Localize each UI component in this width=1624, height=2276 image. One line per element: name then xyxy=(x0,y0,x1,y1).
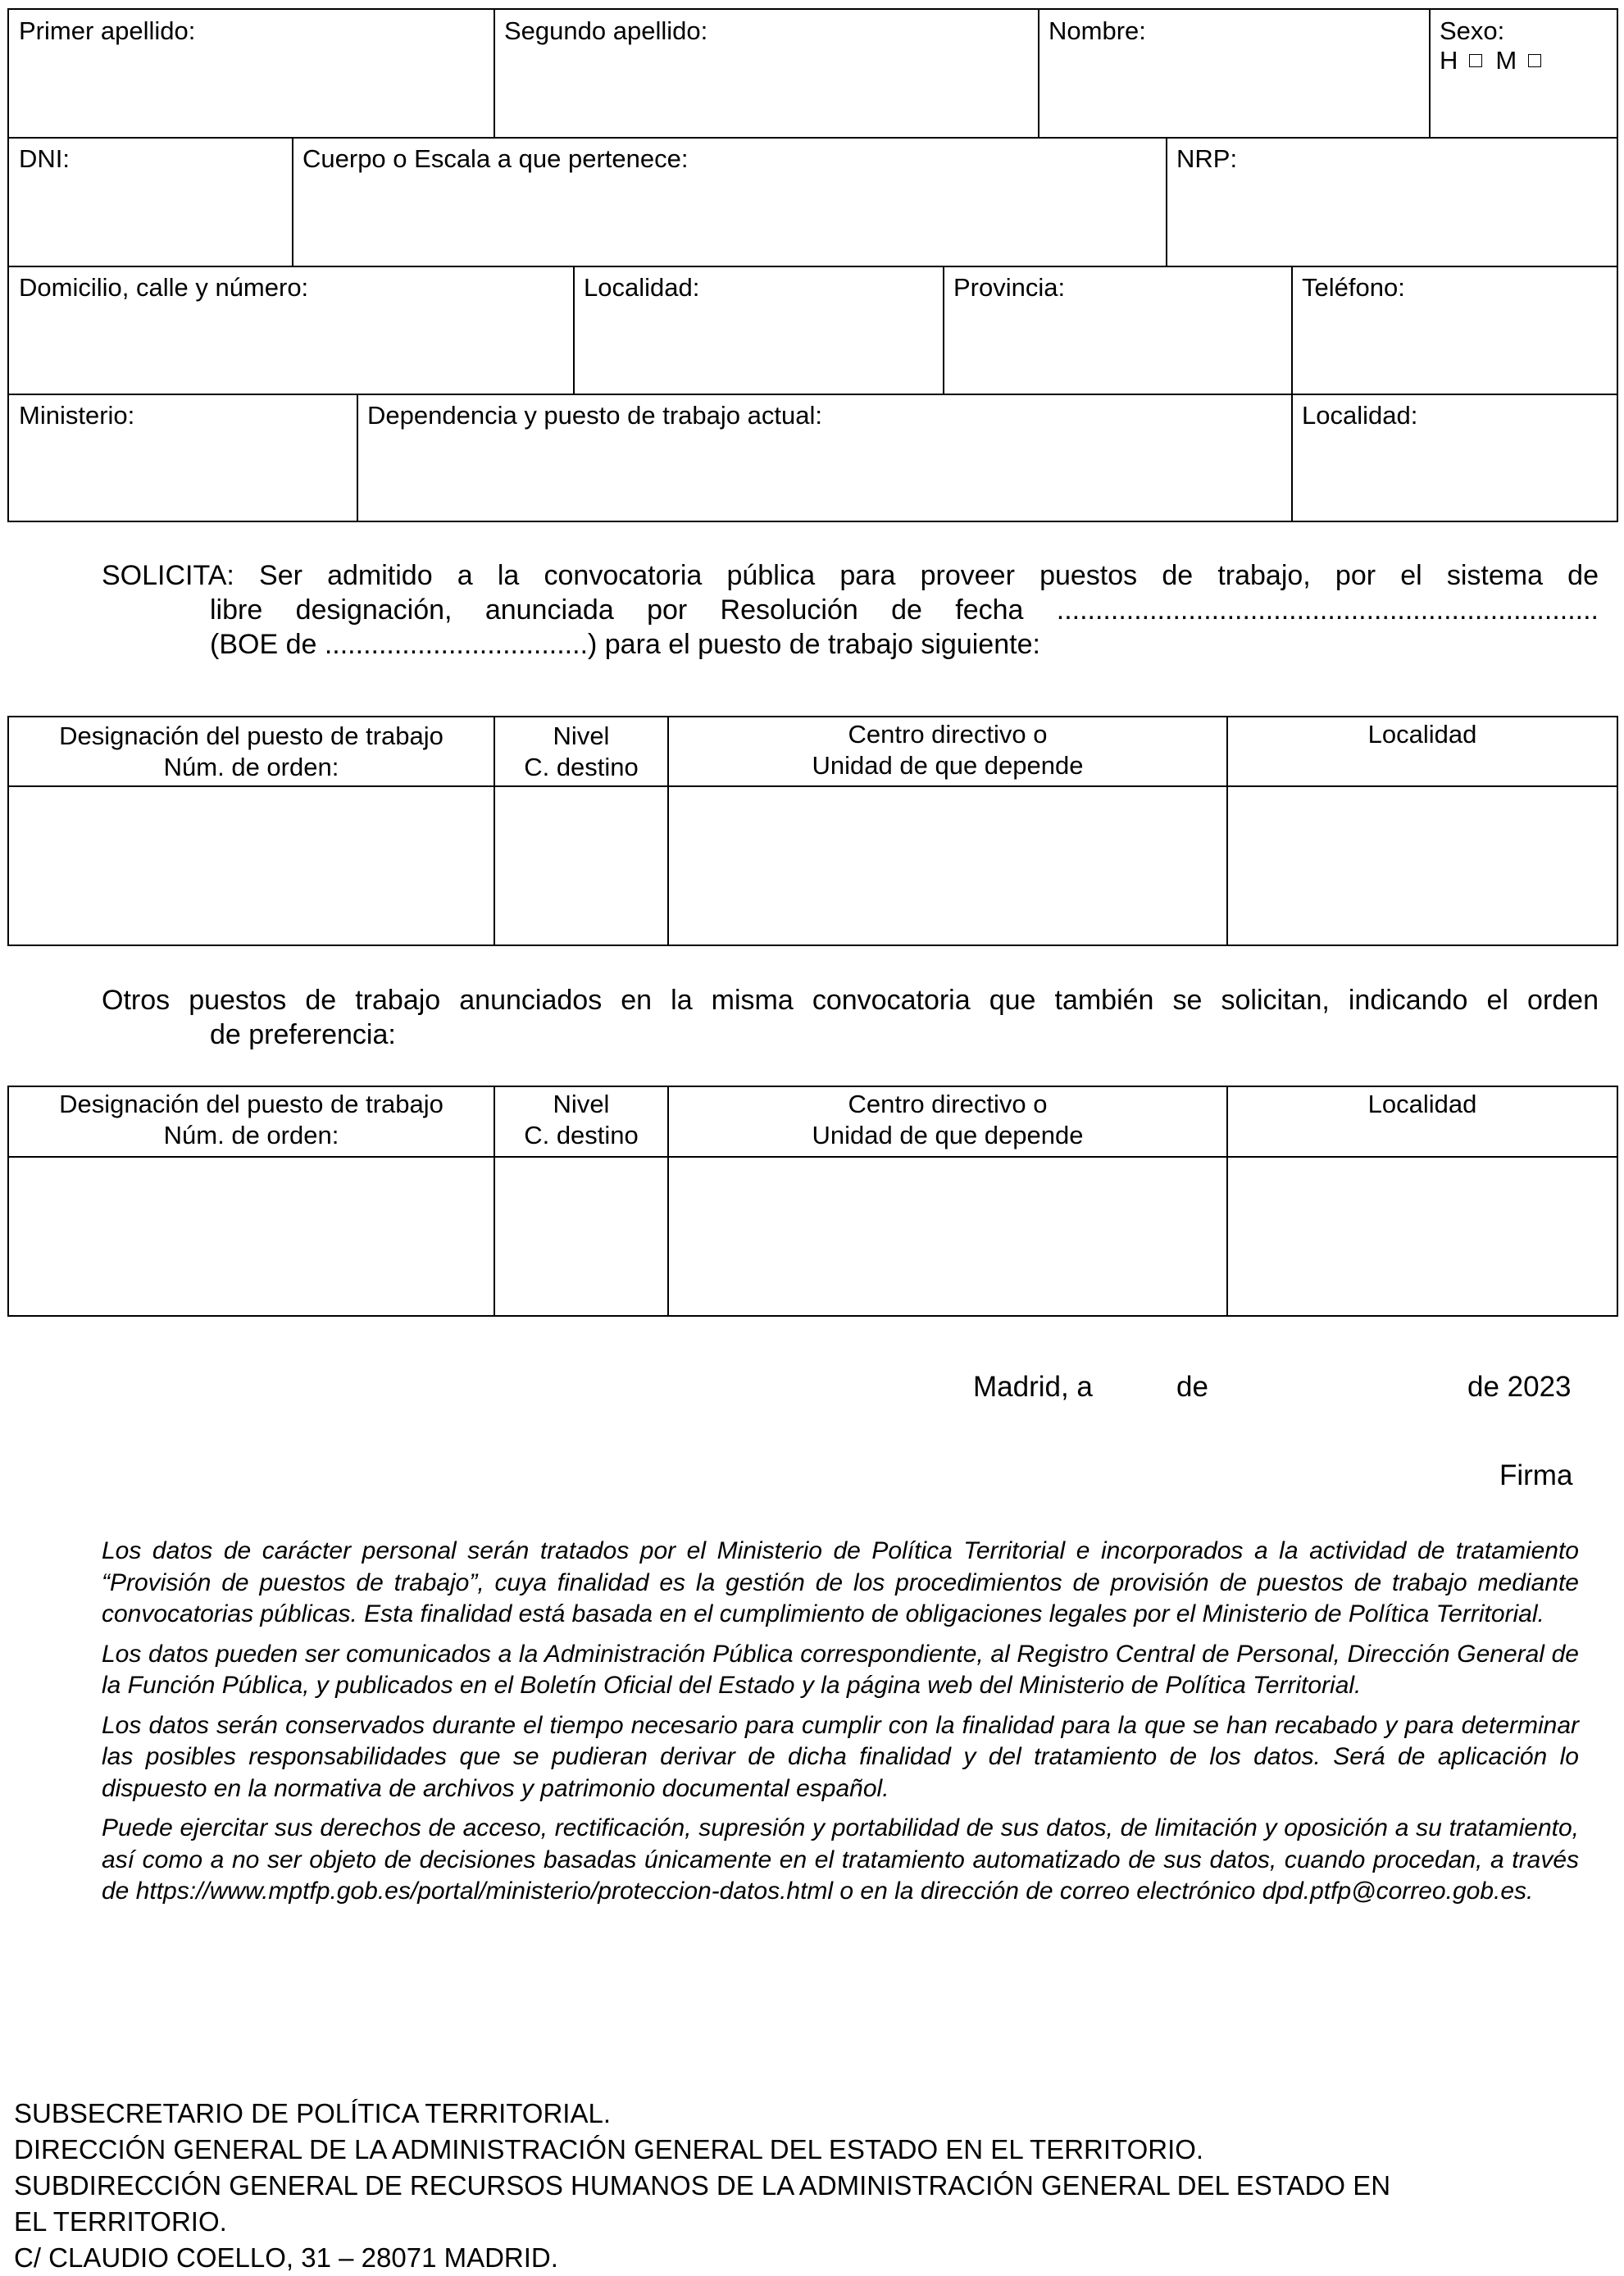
privacy-paragraph-2: Los datos pueden ser comunicados a la Administración Pública correspondiente, al Registro Central de Personal, Dirección General de la Función Pública, y publicados en el Boletín Oficial del Estado y la página web del Ministerio de Política Territorial. xyxy=(102,1640,1579,1699)
primer-apellido-label: Primer apellido: xyxy=(19,16,196,45)
otros-col-centro xyxy=(669,1089,1226,1151)
sexo-h-checkbox[interactable] xyxy=(1469,54,1482,67)
dependencia-label: Dependencia y puesto de trabajo actual: xyxy=(367,401,822,430)
sexo-options xyxy=(1440,46,1554,75)
address-line-4: EL TERRITORIO. xyxy=(14,2206,227,2237)
puesto-col-nivel-line2: C. destino xyxy=(524,753,639,781)
domicilio-cell[interactable] xyxy=(9,266,573,394)
puesto-designacion-input[interactable] xyxy=(9,787,494,945)
puesto-localidad-input[interactable] xyxy=(1228,787,1617,945)
puesto-nivel-input[interactable] xyxy=(495,787,667,945)
telefono-label: Teléfono: xyxy=(1302,273,1405,302)
privacy-paragraph-3: Los datos serán conservados durante el tiempo necesario para cumplir con la finalidad para la que se han recabado y para determinar las posibles responsabilidades que se pudieran derivar de dicha finalidad y del tratamiento de los datos. Será de aplicación lo dispuesto en la normativa de archivos y patrimonio documental español. xyxy=(102,1711,1579,1802)
privacy-paragraph-1: Los datos de carácter personal serán tratados por el Ministerio de Política Territorial e incorporados a la actividad de tratamiento “Provisión de puestos de trabajo”, cuya finalidad es la gestión de los procedimientos de provisión de puestos de trabajo mediante convocatorias públicas. Esta finalidad está basada en el cumplimiento de obligaciones legales por el Ministerio de Política Territorial. xyxy=(102,1537,1579,1627)
otros-col-nivel-line2: C. destino xyxy=(524,1121,639,1149)
otros-col-designacion-line1: Designación del puesto de trabajo xyxy=(59,1090,444,1118)
puesto-col-centro-line2: Unidad de que depende xyxy=(812,751,1084,780)
otros-col-localidad-line1: Localidad xyxy=(1367,1090,1477,1118)
nombre-cell[interactable] xyxy=(1039,10,1430,137)
puesto-col-localidad xyxy=(1228,719,1617,750)
provincia-cell[interactable] xyxy=(944,266,1291,394)
telefono-cell[interactable] xyxy=(1292,266,1617,394)
otros-nivel-input[interactable] xyxy=(495,1158,667,1315)
address-line-2: DIRECCIÓN GENERAL DE LA ADMINISTRACIÓN GENERAL DEL ESTADO EN EL TERRITORIO. xyxy=(14,2134,1204,2164)
nrp-cell[interactable] xyxy=(1167,138,1617,266)
fecha-madrid: Madrid, a xyxy=(973,1371,1093,1403)
sexo-m-label: M xyxy=(1495,46,1517,75)
otros-line-2: de preferencia: xyxy=(210,1019,396,1050)
provincia-label: Provincia: xyxy=(953,273,1066,302)
puesto-col-localidad-line1: Localidad xyxy=(1367,720,1477,749)
otros-col-nivel xyxy=(495,1089,667,1151)
solicita-line-3: (BOE de ..................................) para el puesto de trabajo siguiente: xyxy=(210,629,1040,660)
localidad-label: Localidad: xyxy=(584,273,700,302)
sexo-cell xyxy=(1430,10,1617,137)
solicita-paragraph xyxy=(102,558,1599,662)
otros-col-centro-line2: Unidad de que depende xyxy=(812,1121,1084,1149)
otros-designacion-input[interactable] xyxy=(9,1158,494,1315)
otros-col-localidad xyxy=(1228,1089,1617,1120)
address-line-1: SUBSECRETARIO DE POLÍTICA TERRITORIAL. xyxy=(14,2098,611,2128)
puesto-col-centro-line1: Centro directivo o xyxy=(848,720,1048,749)
sexo-label: Sexo: xyxy=(1440,16,1505,45)
otros-col-designacion-line2: Núm. de orden: xyxy=(163,1121,339,1149)
otros-col-designacion xyxy=(9,1089,494,1151)
cuerpo-cell[interactable] xyxy=(293,138,1166,266)
ministerio-cell[interactable] xyxy=(9,394,357,521)
nrp-label: NRP: xyxy=(1176,144,1238,173)
sexo-h-label: H xyxy=(1440,46,1458,75)
address-block xyxy=(14,2096,1390,2276)
personal-data-table xyxy=(7,8,1618,522)
sexo-m-checkbox[interactable] xyxy=(1528,54,1541,67)
localidad-actual-cell[interactable] xyxy=(1292,394,1617,521)
localidad-cell[interactable] xyxy=(574,266,944,394)
primer-apellido-cell[interactable] xyxy=(9,10,494,137)
otros-line-1: Otros puestos de trabajo anunciados en la misma convocatoria que también se solicitan, indicando el orden xyxy=(102,985,1599,1016)
otros-col-nivel-line1: Nivel xyxy=(553,1090,610,1118)
ministerio-label: Ministerio: xyxy=(19,401,135,430)
fecha-de: de xyxy=(1176,1371,1208,1403)
otros-table xyxy=(7,1086,1618,1317)
puesto-col-centro xyxy=(669,719,1226,781)
puesto-col-nivel xyxy=(495,721,667,783)
puesto-col-designacion-line1: Designación del puesto de trabajo xyxy=(59,721,444,750)
firma-label: Firma xyxy=(1499,1459,1573,1491)
puesto-col-designacion-line2: Núm. de orden: xyxy=(163,753,339,781)
puesto-col-designacion xyxy=(9,721,494,783)
puesto-col-nivel-line1: Nivel xyxy=(553,721,610,750)
segundo-apellido-cell[interactable] xyxy=(494,10,1039,137)
privacy-paragraph-4: Puede ejercitar sus derechos de acceso, rectificación, supresión y portabilidad de sus datos, de limitación y oposición a su tratamiento, así como a no ser objeto de decisiones basadas únicamente en el tratamiento automatizado de sus datos, cuando procedan, a través de https://www.mptfp.gob.es/portal/ministerio/proteccion-datos.html o en la dirección de correo electrónico dpd.ptfp@correo.gob.es. xyxy=(102,1814,1579,1905)
fecha-year: de 2023 xyxy=(1467,1371,1572,1403)
privacy-notice xyxy=(102,1536,1579,1916)
dependencia-cell[interactable] xyxy=(357,394,1292,521)
otros-centro-input[interactable] xyxy=(669,1158,1226,1315)
puesto-centro-input[interactable] xyxy=(669,787,1226,945)
dni-cell[interactable] xyxy=(9,138,292,266)
domicilio-label: Domicilio, calle y número: xyxy=(19,273,309,302)
segundo-apellido-label: Segundo apellido: xyxy=(504,16,708,45)
localidad-actual-label: Localidad: xyxy=(1302,401,1418,430)
address-line-5: C/ CLAUDIO COELLO, 31 – 28071 MADRID. xyxy=(14,2242,558,2273)
puesto-table xyxy=(7,716,1618,946)
solicita-line-2: libre designación, anunciada por Resolución de fecha ...................................................................... xyxy=(210,594,1599,626)
cuerpo-label: Cuerpo o Escala a que pertenece: xyxy=(303,144,689,173)
otros-localidad-input[interactable] xyxy=(1228,1158,1617,1315)
otros-col-centro-line1: Centro directivo o xyxy=(848,1090,1048,1118)
nombre-label: Nombre: xyxy=(1049,16,1146,45)
address-line-3: SUBDIRECCIÓN GENERAL DE RECURSOS HUMANOS DE LA ADMINISTRACIÓN GENERAL DEL ESTADO EN xyxy=(14,2170,1391,2201)
solicita-line-1: SOLICITA: Ser admitido a la convocatoria pública para proveer puestos de trabajo, por el sistema de xyxy=(102,560,1599,591)
dni-label: DNI: xyxy=(19,144,70,173)
otros-paragraph xyxy=(102,983,1599,1052)
